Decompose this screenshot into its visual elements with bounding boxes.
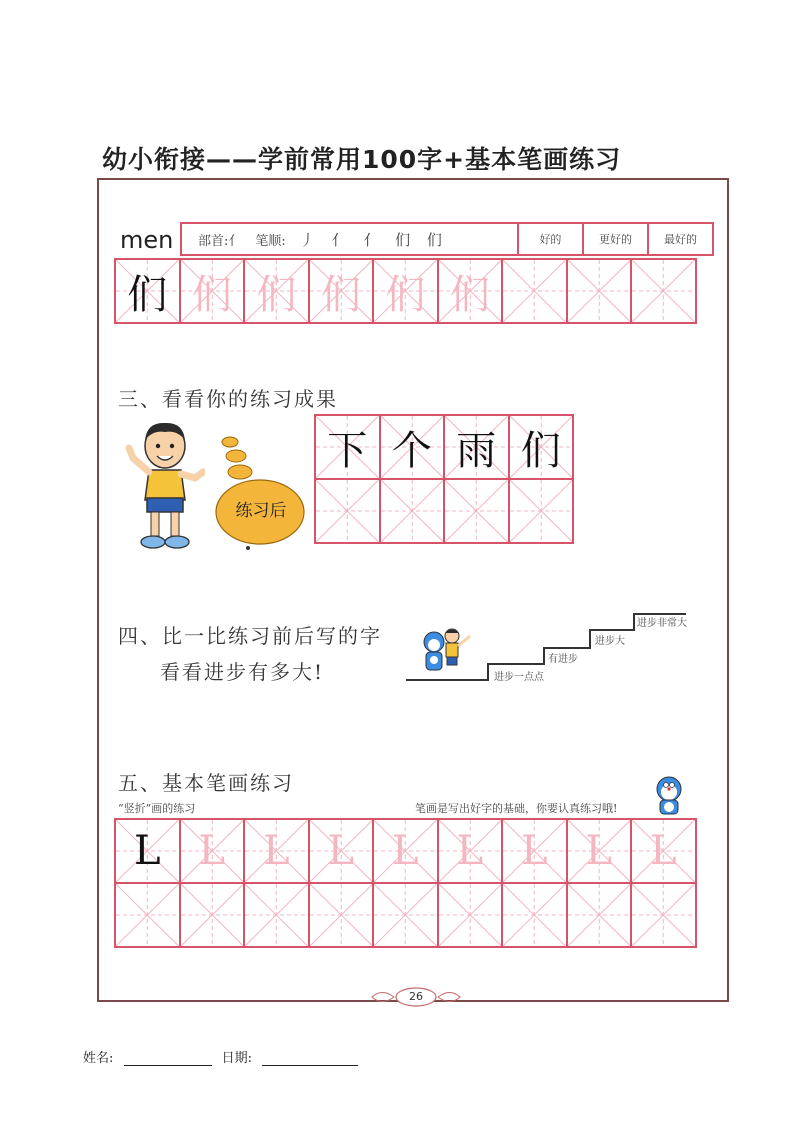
blank-practice-cell[interactable] bbox=[372, 882, 439, 948]
trace-character: L bbox=[649, 828, 677, 874]
doraemon-icon bbox=[652, 776, 686, 816]
trace-cell[interactable] bbox=[372, 258, 439, 324]
rank-better: 更好的 bbox=[584, 224, 649, 254]
trace-cell[interactable] bbox=[243, 818, 310, 884]
blank-practice-cell[interactable] bbox=[508, 478, 575, 544]
trace-character: L bbox=[520, 828, 548, 874]
trace-character: 们 bbox=[320, 271, 361, 318]
rank-best: 最好的 bbox=[663, 233, 697, 246]
trace-character: L bbox=[327, 828, 355, 874]
trace-cell[interactable] bbox=[179, 818, 246, 884]
men-practice-row bbox=[114, 258, 695, 322]
trace-character: 们 bbox=[449, 271, 490, 318]
stroke-row bbox=[114, 818, 695, 882]
trace-cell[interactable] bbox=[179, 258, 246, 324]
trace-cell[interactable] bbox=[308, 818, 375, 884]
blank-practice-cell[interactable] bbox=[437, 882, 504, 948]
trace-character: L bbox=[262, 828, 290, 874]
trace-character: L bbox=[391, 828, 419, 874]
trace-cell[interactable] bbox=[243, 258, 310, 324]
stroke-sequence: 丿 亻 亻 们 们 bbox=[299, 230, 448, 249]
step-label-3: 进步大 bbox=[595, 636, 625, 647]
blank-practice-cell[interactable] bbox=[308, 882, 375, 948]
section4-line1: 四、比一比练习前后写的字 bbox=[118, 624, 382, 648]
trace-character: L bbox=[456, 828, 484, 874]
blank-practice-cell[interactable] bbox=[501, 258, 568, 324]
result-cell[interactable] bbox=[508, 414, 575, 480]
date-label: 日期: bbox=[221, 1051, 253, 1066]
pinyin-label: men bbox=[120, 226, 174, 254]
trace-character: 们 bbox=[191, 271, 232, 318]
boy-illustration-icon bbox=[125, 418, 205, 550]
result-cell[interactable] bbox=[443, 414, 510, 480]
blank-practice-cell[interactable] bbox=[243, 882, 310, 948]
footer bbox=[83, 1047, 358, 1066]
result-grid bbox=[314, 414, 572, 542]
model-character: 们 bbox=[520, 427, 561, 474]
radical-label: 部首:亻 bbox=[198, 233, 242, 249]
model-character: 下 bbox=[327, 427, 368, 474]
model-character: 雨 bbox=[456, 427, 497, 474]
blank-practice-cell[interactable] bbox=[114, 882, 181, 948]
trace-cell[interactable] bbox=[437, 258, 504, 324]
result-row bbox=[314, 414, 572, 478]
trace-character: L bbox=[585, 828, 613, 874]
step-label-1: 进步一点点 bbox=[494, 672, 544, 683]
name-label: 姓名: bbox=[83, 1051, 114, 1066]
step-label-2: 有进步 bbox=[548, 654, 578, 665]
trace-character: 们 bbox=[385, 271, 426, 318]
name-field-line[interactable] bbox=[124, 1051, 212, 1066]
blank-practice-cell[interactable] bbox=[566, 258, 633, 324]
stroke-practice-grid bbox=[114, 818, 695, 946]
model-character: 们 bbox=[127, 271, 168, 318]
model-cell[interactable] bbox=[114, 258, 181, 324]
trace-character: L bbox=[198, 828, 226, 874]
date-field-line[interactable] bbox=[262, 1051, 358, 1066]
step-label-4: 进步非常大 bbox=[637, 618, 687, 629]
stroke-order-info bbox=[182, 224, 519, 254]
blank-practice-cell[interactable] bbox=[630, 882, 697, 948]
order-label: 笔顺: bbox=[255, 233, 286, 249]
page-number: 26 bbox=[409, 990, 423, 1003]
blank-practice-cell[interactable] bbox=[566, 882, 633, 948]
rank-good: 好的 bbox=[519, 224, 584, 254]
trace-cell[interactable] bbox=[308, 258, 375, 324]
stroke-blank-row bbox=[114, 882, 695, 946]
result-blank-row bbox=[314, 478, 572, 542]
trace-character: 们 bbox=[256, 271, 297, 318]
blank-practice-cell[interactable] bbox=[443, 478, 510, 544]
section5-heading: 五、基本笔画练习 bbox=[118, 771, 294, 795]
section3-heading: 三、看看你的练习成果 bbox=[118, 387, 338, 411]
trace-cell[interactable] bbox=[372, 818, 439, 884]
trace-cell[interactable] bbox=[566, 818, 633, 884]
thought-bubble-icon bbox=[214, 434, 306, 552]
page-title: 幼小衔接——学前常用100字+基本笔画练习 bbox=[102, 145, 622, 174]
result-cell[interactable] bbox=[379, 414, 446, 480]
bubble-label: 练习后 bbox=[235, 501, 287, 521]
blank-practice-cell[interactable] bbox=[179, 882, 246, 948]
blank-practice-cell[interactable] bbox=[379, 478, 446, 544]
blank-practice-cell[interactable] bbox=[501, 882, 568, 948]
blank-practice-cell[interactable] bbox=[630, 258, 697, 324]
model-character: 个 bbox=[391, 427, 432, 474]
stroke-tip: 笔画是写出好字的基础，你要认真练习哦! bbox=[415, 802, 618, 815]
blank-practice-cell[interactable] bbox=[314, 478, 381, 544]
stroke-info-bar bbox=[180, 222, 714, 256]
model-character: L bbox=[133, 828, 161, 874]
result-cell[interactable] bbox=[314, 414, 381, 480]
model-cell[interactable] bbox=[114, 818, 181, 884]
stroke-practice-label: “竖折”画的练习 bbox=[118, 802, 196, 815]
trace-cell[interactable] bbox=[437, 818, 504, 884]
trace-cell[interactable] bbox=[501, 818, 568, 884]
trace-cell[interactable] bbox=[630, 818, 697, 884]
section4-line2: 看看进步有多大! bbox=[160, 660, 325, 684]
